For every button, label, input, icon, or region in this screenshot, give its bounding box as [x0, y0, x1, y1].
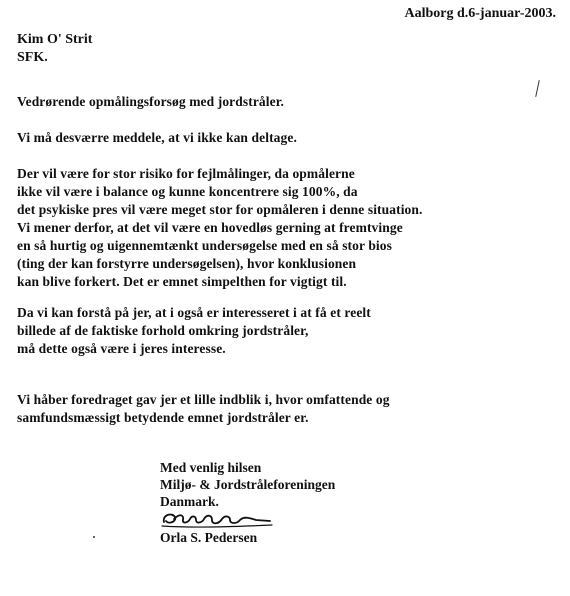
paragraph-line: det psykiske pres vil være meget stor for opmåleren i denne situation.: [17, 202, 423, 217]
paragraph-line: en så hurtig og uigennemtænkt undersøgelse med en så stor bios: [17, 238, 392, 253]
paragraph-line: Vi må desværre meddele, at vi ikke kan deltage.: [17, 130, 297, 145]
recipient-org: SFK.: [17, 50, 48, 65]
paragraph-line: ikke vil være i balance og kunne koncentrere sig 100%, da: [17, 184, 358, 199]
paragraph-line: Da vi kan forstå på jer, at i også er interesseret i at få et reelt: [17, 305, 371, 320]
closing-org-line-1: Miljø- & Jordstråleforeningen: [160, 477, 336, 492]
paragraph-2: [17, 165, 423, 291]
recipient-block: [17, 31, 92, 67]
signer-name: Orla S. Pedersen: [160, 530, 258, 545]
subject-text: Vedrørende opmålingsforsøg med jordstråler.: [17, 94, 285, 109]
paragraph-line: samfundsmæssigt betydende emnet jordstråler er.: [17, 410, 309, 425]
paragraph-3: [17, 304, 371, 358]
closing-salutation: Med venlig hilsen: [160, 460, 262, 475]
closing-block: [160, 459, 335, 510]
handwritten-signature: [160, 507, 275, 531]
paragraph-line: Vi håber foredraget gav jer et lille indblik i, hvor omfattende og: [17, 392, 390, 407]
letter-date: Aalborg d.6-januar-2003.: [404, 6, 556, 21]
stray-mark: [535, 80, 540, 97]
paragraph-line: kan blive forkert. Det er emnet simpelthen for vigtigt til.: [17, 274, 347, 289]
subject-line: [17, 93, 284, 111]
paragraph-line: billede af de faktiske forhold omkring jordstråler,: [17, 323, 309, 338]
closing-org-line-2: Danmark.: [160, 494, 219, 509]
stray-dot: [93, 536, 95, 538]
paragraph-line: (ting der kan forstyrre undersøgelsen), hvor konklusionen: [17, 256, 357, 271]
paragraph-line: må dette også være i jeres interesse.: [17, 341, 226, 356]
recipient-name: Kim O' Strit: [17, 32, 93, 47]
paragraph-line: Vi mener derfor, at det vil være en hovedløs gerning at fremtvinge: [17, 220, 403, 235]
paragraph-line: Der vil være for stor risiko for fejlmålinger, da opmålerne: [17, 166, 355, 181]
paragraph-4: [17, 391, 390, 427]
paragraph-1: [17, 129, 297, 147]
